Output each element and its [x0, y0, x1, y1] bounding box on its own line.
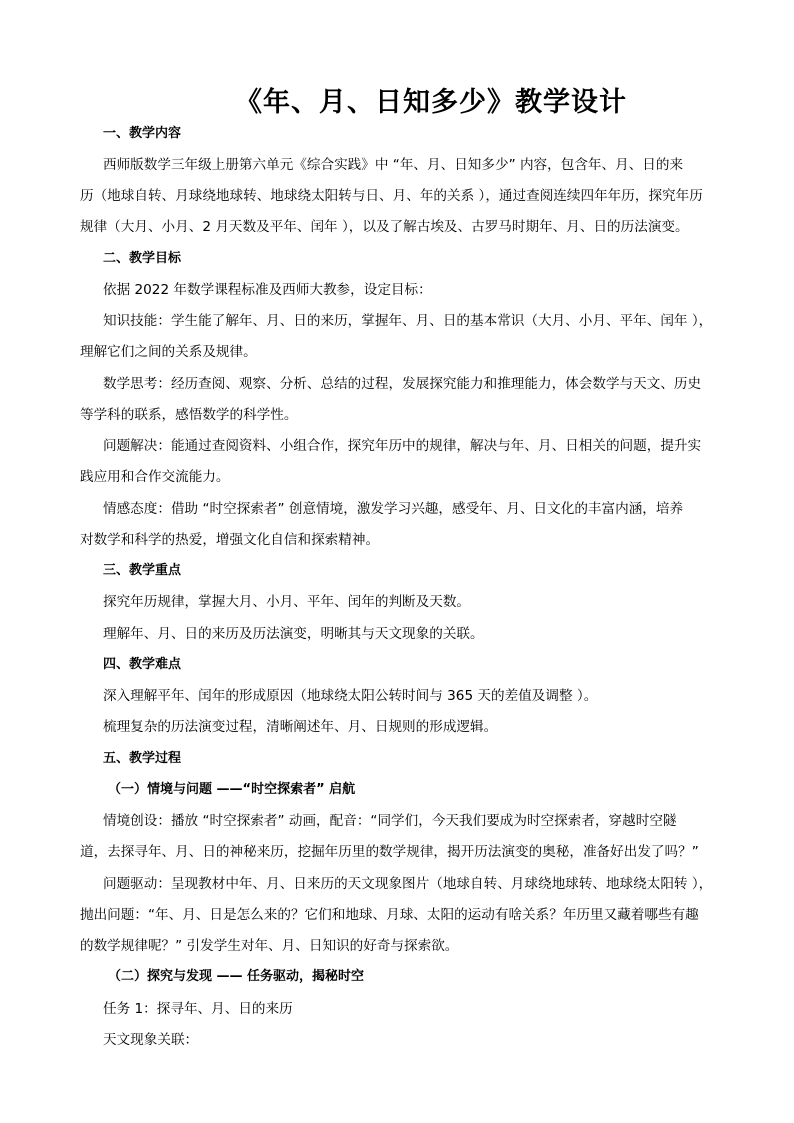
paragraph-line: 任务 1：探寻年、月、日的来历 — [103, 1001, 293, 1017]
paragraph-line: 深入理解平年、闰年的形成原因（地球绕太阳公转时间与 365 天的差值及调整 ）。 — [103, 688, 598, 704]
paragraph-line: 问题解决：能通过查阅资料、小组合作，探究年历中的规律，解决与年、月、日相关的问题，提升实 — [103, 438, 702, 454]
section-heading-process: 五、教学过程 — [103, 751, 182, 766]
paragraph-line: 抛出问题：“年、月、日是怎么来的？它们和地球、月球、太阳的运动有啥关系？年历里又藏着哪些有趣 — [80, 907, 699, 923]
document-title: 《年、月、日知多少》教学设计 — [235, 87, 627, 118]
paragraph-line: 的数学规律呢？” 引发学生对年、月、日知识的好奇与探索欲。 — [80, 938, 459, 954]
paragraph-line: 问题驱动：呈现教材中年、月、日来历的天文现象图片（地球自转、月球绕地球转、地球绕太阳转 ）， — [103, 876, 713, 892]
paragraph-line: 探究年历规律，掌握大月、小月、平年、闰年的判断及天数。 — [103, 594, 471, 610]
paragraph-line: 等学科的联系，感悟数学的科学性。 — [80, 407, 298, 423]
section-heading-key-points: 三、教学重点 — [103, 563, 182, 578]
subsection-heading: （一）情境与问题 ——“时空探索者” 启航 — [108, 782, 356, 797]
paragraph-line: 依据 2022 年数学课程标准及西师大教参，设定目标： — [103, 282, 432, 298]
paragraph-line: 天文现象关联： — [103, 1032, 199, 1048]
paragraph-line: 知识技能：学生能了解年、月、日的来历，掌握年、月、日的基本常识（大月、小月、平年、闰年 ）， — [103, 313, 713, 329]
paragraph-line: 梳理复杂的历法演变过程，清晰阐述年、月、日规则的形成逻辑。 — [103, 719, 498, 735]
paragraph-line: 理解它们之间的关系及规律。 — [80, 344, 257, 360]
paragraph-line: 历（地球自转、月球绕地球转、地球绕太阳转与日、月、年的关系 ），通过查阅连续四年年历，探究年历 — [80, 188, 703, 204]
section-heading-objectives: 二、教学目标 — [103, 251, 182, 266]
paragraph-line: 道，去探寻年、月、日的神秘来历，挖掘年历里的数学规律，揭开历法演变的奥秘，准备好出发了吗？” — [80, 844, 699, 860]
paragraph-line: 对数学和科学的热爱，增强文化自信和探索精神。 — [80, 532, 380, 548]
paragraph-line: 理解年、月、日的来历及历法演变，明晰其与天文现象的关联。 — [103, 626, 484, 642]
paragraph-line: 情境创设：播放 “时空探索者” 动画，配音：“同学们，今天我们要成为时空探索者，穿越时空隧 — [103, 813, 677, 829]
paragraph-line: 情感态度：借助 “时空探索者” 创意情境，激发学习兴趣，感受年、月、日文化的丰富内涵，培养 — [103, 501, 684, 517]
paragraph-line: 规律（大月、小月、2 月天数及平年、闰年 ），以及了解古埃及、古罗马时期年、月、日的历法演变。 — [80, 219, 689, 235]
paragraph-line: 践应用和合作交流能力。 — [80, 469, 230, 485]
section-heading-content: 一、教学内容 — [103, 126, 182, 141]
paragraph-line: 西师版数学三年级上册第六单元《综合实践》中 “年、月、日知多少” 内容，包含年、月、日的来 — [103, 157, 684, 173]
paragraph-line: 数学思考：经历查阅、观察、分析、总结的过程，发展探究能力和推理能力，体会数学与天文、历史 — [103, 376, 702, 392]
section-heading-difficulties: 四、教学难点 — [103, 657, 182, 672]
subsection-heading: （二）探究与发现 —— 任务驱动，揭秘时空 — [108, 969, 365, 984]
